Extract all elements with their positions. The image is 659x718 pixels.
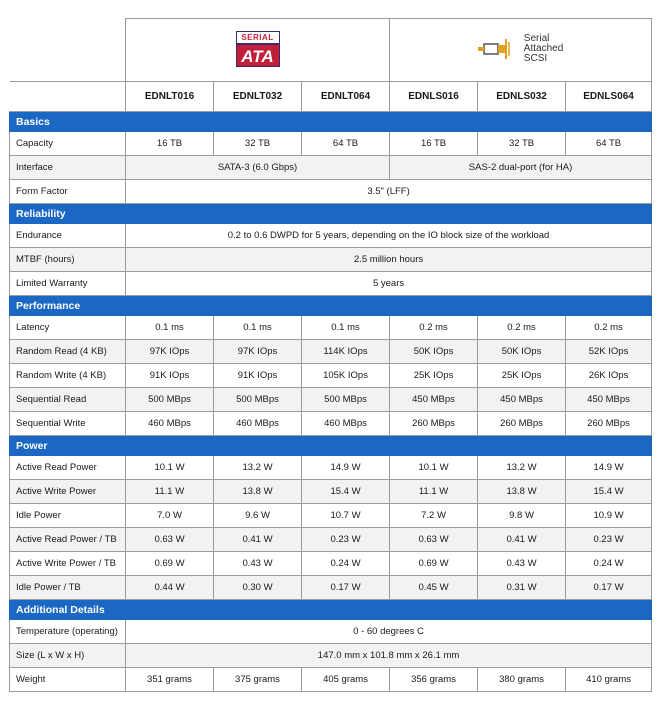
row-label: Endurance [10, 224, 126, 248]
cell: 15.4 W [566, 480, 652, 504]
cell: 9.6 W [214, 504, 302, 528]
sas-logo-text: Serial Attached SCSI [523, 32, 564, 64]
cell: 50K IOps [478, 340, 566, 364]
cell-span: 0.2 to 0.6 DWPD for 5 years, depending on the IO block size of the workload [126, 224, 652, 248]
sata-logo-top: SERIAL [237, 32, 279, 43]
model-label-blank [10, 82, 126, 112]
cell: 0.63 W [126, 528, 214, 552]
row-label: Size (L x W x H) [10, 644, 126, 668]
cell: 260 MBps [566, 412, 652, 436]
row-label: MTBF (hours) [10, 248, 126, 272]
row-label: Temperature (operating) [10, 620, 126, 644]
cell: 450 MBps [566, 388, 652, 412]
cell: 10.9 W [566, 504, 652, 528]
sas-connector-icon [478, 34, 516, 64]
cell-span: 0 - 60 degrees C [126, 620, 652, 644]
row-label: Active Write Power [10, 480, 126, 504]
cell: 0.63 W [390, 528, 478, 552]
cell: 500 MBps [126, 388, 214, 412]
row-label: Idle Power / TB [10, 576, 126, 600]
cell: 405 grams [302, 668, 390, 692]
sata-logo [236, 31, 280, 67]
row-capacity [10, 132, 652, 156]
cell: 10.1 W [390, 456, 478, 480]
cell: 0.69 W [126, 552, 214, 576]
row-label: Capacity [10, 132, 126, 156]
cell: 0.24 W [302, 552, 390, 576]
row-form-factor [10, 180, 652, 204]
row-temperature [10, 620, 652, 644]
cell: 91K IOps [214, 364, 302, 388]
cell: 7.0 W [126, 504, 214, 528]
cell: 460 MBps [126, 412, 214, 436]
cell: 0.44 W [126, 576, 214, 600]
cell: 450 MBps [390, 388, 478, 412]
cell: 0.43 W [214, 552, 302, 576]
cell: 10.1 W [126, 456, 214, 480]
model-header: EDNLT016 [126, 82, 214, 112]
model-header: EDNLT064 [302, 82, 390, 112]
cell: 97K IOps [214, 340, 302, 364]
cell: 11.1 W [390, 480, 478, 504]
cell: 97K IOps [126, 340, 214, 364]
spec-table [9, 18, 652, 692]
cell: 0.31 W [478, 576, 566, 600]
cell: 26K IOps [566, 364, 652, 388]
cell-sas-interface: SAS-2 dual-port (for HA) [390, 156, 652, 180]
row-label: Latency [10, 316, 126, 340]
row-weight [10, 668, 652, 692]
section-basics: Basics [10, 112, 652, 132]
cell: 0.69 W [390, 552, 478, 576]
cell: 375 grams [214, 668, 302, 692]
cell: 0.30 W [214, 576, 302, 600]
cell: 0.45 W [390, 576, 478, 600]
row-random-read [10, 340, 652, 364]
section-power: Power [10, 436, 652, 456]
cell: 7.2 W [390, 504, 478, 528]
cell: 351 grams [126, 668, 214, 692]
cell-span: 2.5 million hours [126, 248, 652, 272]
corner-cell [10, 19, 126, 82]
cell: 32 TB [214, 132, 302, 156]
row-active-read-power [10, 456, 652, 480]
cell: 25K IOps [390, 364, 478, 388]
sata-logo-bottom: ATA [237, 43, 279, 66]
row-active-read-power-per-tb [10, 528, 652, 552]
cell: 410 grams [566, 668, 652, 692]
cell: 14.9 W [302, 456, 390, 480]
cell: 0.1 ms [214, 316, 302, 340]
cell-span: 5 years [126, 272, 652, 296]
row-endurance [10, 224, 652, 248]
cell: 0.23 W [566, 528, 652, 552]
row-label: Random Read (4 KB) [10, 340, 126, 364]
row-sequential-read [10, 388, 652, 412]
row-latency [10, 316, 652, 340]
row-mtbf [10, 248, 652, 272]
cell: 0.2 ms [390, 316, 478, 340]
row-size [10, 644, 652, 668]
cell: 0.24 W [566, 552, 652, 576]
cell: 260 MBps [478, 412, 566, 436]
section-reliability: Reliability [10, 204, 652, 224]
cell: 114K IOps [302, 340, 390, 364]
row-label: Active Write Power / TB [10, 552, 126, 576]
cell: 25K IOps [478, 364, 566, 388]
cell: 260 MBps [390, 412, 478, 436]
row-idle-power-per-tb [10, 576, 652, 600]
model-header-row [10, 82, 652, 112]
cell: 13.8 W [214, 480, 302, 504]
cell: 14.9 W [566, 456, 652, 480]
row-label: Limited Warranty [10, 272, 126, 296]
cell: 0.41 W [214, 528, 302, 552]
cell: 50K IOps [390, 340, 478, 364]
row-label: Active Read Power [10, 456, 126, 480]
cell: 16 TB [126, 132, 214, 156]
sas-logo [478, 34, 563, 64]
cell: 13.2 W [478, 456, 566, 480]
cell: 32 TB [478, 132, 566, 156]
cell: 16 TB [390, 132, 478, 156]
cell: 0.17 W [566, 576, 652, 600]
model-header: EDNLS064 [566, 82, 652, 112]
cell: 11.1 W [126, 480, 214, 504]
row-label: Weight [10, 668, 126, 692]
row-interface [10, 156, 652, 180]
cell: 10.7 W [302, 504, 390, 528]
cell: 64 TB [302, 132, 390, 156]
row-sequential-write [10, 412, 652, 436]
cell: 0.1 ms [302, 316, 390, 340]
model-header: EDNLT032 [214, 82, 302, 112]
model-header: EDNLS016 [390, 82, 478, 112]
cell: 0.43 W [478, 552, 566, 576]
cell: 15.4 W [302, 480, 390, 504]
section-performance: Performance [10, 296, 652, 316]
row-idle-power [10, 504, 652, 528]
row-warranty [10, 272, 652, 296]
cell: 0.2 ms [478, 316, 566, 340]
row-label: Active Read Power / TB [10, 528, 126, 552]
cell-span: 3.5" (LFF) [126, 180, 652, 204]
cell: 13.8 W [478, 480, 566, 504]
spec-sheet [9, 18, 651, 692]
row-label: Sequential Read [10, 388, 126, 412]
cell: 460 MBps [214, 412, 302, 436]
cell: 13.2 W [214, 456, 302, 480]
row-active-write-power [10, 480, 652, 504]
row-random-write [10, 364, 652, 388]
cell: 0.17 W [302, 576, 390, 600]
row-label: Random Write (4 KB) [10, 364, 126, 388]
logo-row [10, 19, 652, 82]
cell: 0.2 ms [566, 316, 652, 340]
row-label: Sequential Write [10, 412, 126, 436]
sas-logo-cell [390, 19, 652, 82]
cell: 356 grams [390, 668, 478, 692]
cell: 91K IOps [126, 364, 214, 388]
cell: 64 TB [566, 132, 652, 156]
sata-logo-cell [126, 19, 390, 82]
model-header: EDNLS032 [478, 82, 566, 112]
row-label: Form Factor [10, 180, 126, 204]
row-active-write-power-per-tb [10, 552, 652, 576]
cell-sata-interface: SATA-3 (6.0 Gbps) [126, 156, 390, 180]
cell: 9.8 W [478, 504, 566, 528]
cell: 450 MBps [478, 388, 566, 412]
cell: 460 MBps [302, 412, 390, 436]
cell: 500 MBps [302, 388, 390, 412]
cell: 105K IOps [302, 364, 390, 388]
cell: 52K IOps [566, 340, 652, 364]
cell: 0.23 W [302, 528, 390, 552]
cell: 380 grams [478, 668, 566, 692]
section-additional-details: Additional Details [10, 600, 652, 620]
cell: 500 MBps [214, 388, 302, 412]
row-label: Idle Power [10, 504, 126, 528]
cell-span: 147.0 mm x 101.8 mm x 26.1 mm [126, 644, 652, 668]
cell: 0.1 ms [126, 316, 214, 340]
row-label: Interface [10, 156, 126, 180]
cell: 0.41 W [478, 528, 566, 552]
